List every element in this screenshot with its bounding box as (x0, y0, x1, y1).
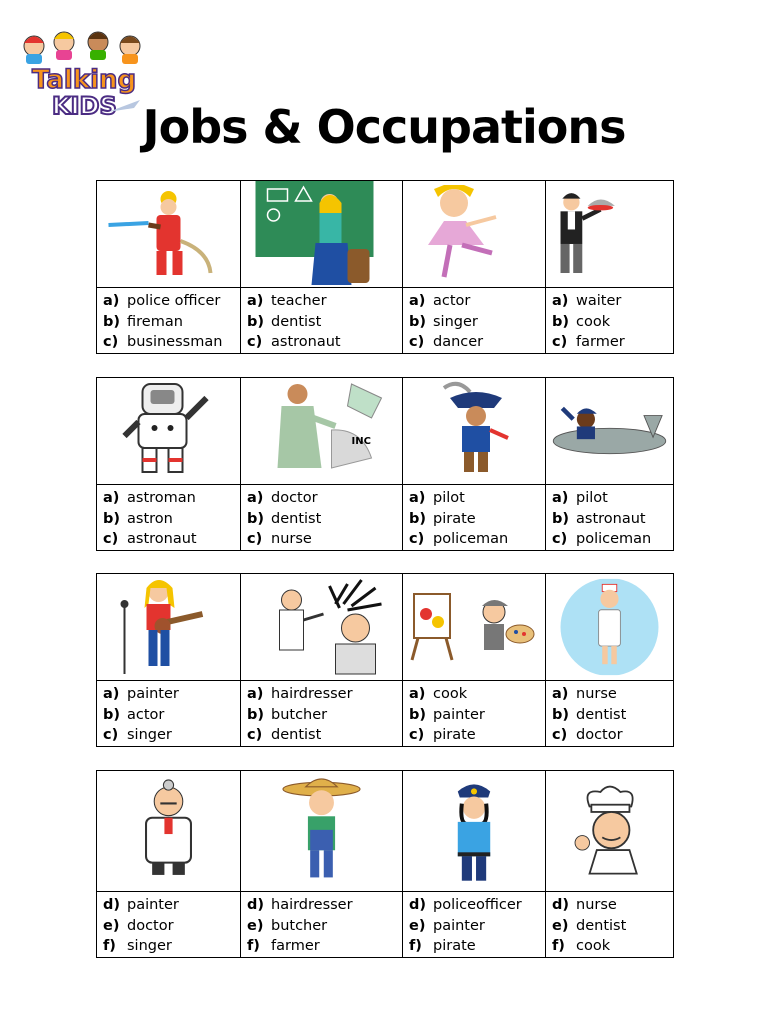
option-letter: b) (409, 510, 427, 527)
option-letter: a) (247, 490, 264, 506)
answer-option (103, 312, 240, 333)
answer-option (247, 291, 402, 312)
option-text: dentist (271, 510, 322, 527)
option-text: dentist (271, 313, 322, 330)
job-picture-cell (546, 181, 674, 288)
answer-option (103, 895, 240, 916)
painter-icon (403, 574, 545, 680)
job-picture-cell (546, 771, 674, 892)
answer-option (552, 684, 673, 705)
job-options-cell (241, 485, 403, 551)
option-letter: b) (103, 510, 121, 527)
job-picture-cell (546, 378, 674, 485)
job-picture-cell (241, 574, 403, 681)
option-text: doctor (127, 917, 174, 934)
answer-option (103, 291, 240, 312)
answer-options-list (546, 485, 673, 550)
answer-option (552, 509, 673, 530)
farmer-icon (241, 771, 402, 891)
job-picture-cell (241, 771, 403, 892)
option-text: fireman (127, 313, 183, 330)
job-picture-cell (241, 378, 403, 485)
option-text: dancer (433, 334, 484, 350)
option-letter: f) (103, 938, 116, 954)
option-letter: b) (409, 706, 427, 723)
dancer-icon (403, 181, 545, 287)
option-text: police officer (127, 293, 221, 309)
option-text: astronaut (271, 334, 341, 350)
option-text: cook (576, 313, 611, 330)
option-text: dentist (576, 917, 627, 934)
option-letter: a) (247, 293, 264, 309)
option-text: butcher (271, 706, 328, 723)
answer-option (247, 705, 402, 726)
option-text: actor (433, 293, 471, 309)
answer-options-list (97, 892, 240, 957)
option-text: painter (127, 897, 179, 913)
answer-option (552, 705, 673, 726)
page-title: Jobs & Occupations (142, 100, 626, 154)
option-letter: a) (409, 293, 426, 309)
dentist-icon (241, 378, 402, 484)
option-letter: c) (552, 334, 568, 350)
option-text: pirate (433, 510, 476, 527)
answer-options-list (97, 681, 240, 746)
job-options-cell (241, 288, 403, 354)
pirate-icon (403, 378, 545, 484)
job-options-cell (403, 892, 546, 958)
option-letter: c) (103, 727, 119, 743)
option-letter: f) (247, 938, 260, 954)
option-letter: d) (247, 897, 265, 913)
jobs-row-3 (96, 573, 674, 747)
option-text: waiter (576, 293, 622, 309)
option-text: policeman (433, 531, 509, 547)
option-letter: c) (103, 334, 119, 350)
job-picture-cell (403, 771, 546, 892)
singer-icon (97, 574, 240, 680)
answer-option (103, 725, 240, 746)
job-picture-cell (97, 771, 241, 892)
astronaut-icon (97, 378, 240, 484)
option-letter: c) (247, 531, 263, 547)
answer-option (409, 332, 545, 353)
option-text: pilot (433, 490, 465, 506)
answer-option (247, 332, 402, 353)
option-text: pirate (433, 938, 476, 954)
chef-icon (546, 771, 673, 891)
job-options-cell (546, 681, 674, 747)
answer-option (552, 936, 673, 957)
option-letter: b) (247, 706, 265, 723)
option-text: dentist (576, 706, 627, 723)
option-letter: a) (409, 686, 426, 702)
answer-option (103, 684, 240, 705)
answer-options-list (241, 681, 402, 746)
option-text: teacher (271, 293, 327, 309)
job-options-cell (546, 892, 674, 958)
option-letter: c) (409, 531, 425, 547)
answer-option (409, 509, 545, 530)
answer-option (247, 916, 402, 937)
firefighter-icon (97, 181, 240, 287)
option-letter: f) (552, 938, 565, 954)
option-text: policeofficer (433, 897, 522, 913)
answer-option (103, 936, 240, 957)
jobs-row-4 (96, 770, 674, 958)
jobs-row-2 (96, 377, 674, 551)
option-text: farmer (576, 334, 625, 350)
job-options-cell (97, 681, 241, 747)
option-letter: a) (409, 490, 426, 506)
option-text: nurse (271, 531, 312, 547)
option-text: hairdresser (271, 686, 353, 702)
answer-option (247, 509, 402, 530)
option-letter: b) (409, 313, 427, 330)
option-text: painter (433, 706, 485, 723)
option-text: singer (433, 313, 478, 330)
job-options-cell (546, 485, 674, 551)
option-letter: c) (103, 531, 119, 547)
answer-option (247, 684, 402, 705)
option-text: pirate (433, 727, 476, 743)
answer-options-list (241, 485, 402, 550)
option-letter: d) (103, 897, 121, 913)
answer-option (103, 705, 240, 726)
job-options-cell (241, 681, 403, 747)
option-letter: d) (552, 897, 570, 913)
teacher-icon (241, 181, 402, 287)
option-text: astronaut (576, 510, 646, 527)
answer-option (103, 509, 240, 530)
option-text: astroman (127, 490, 196, 506)
doctor-icon (97, 771, 240, 891)
answer-option (552, 725, 673, 746)
answer-option (103, 916, 240, 937)
answer-options-list (241, 288, 402, 353)
answer-option (247, 312, 402, 333)
answer-option (247, 488, 402, 509)
option-text: butcher (271, 917, 328, 934)
answer-options-list (97, 288, 240, 353)
option-text: policeman (576, 531, 652, 547)
answer-options-list (97, 485, 240, 550)
pilot-icon (546, 378, 673, 484)
option-text: painter (127, 686, 179, 702)
job-options-cell (97, 288, 241, 354)
jobs-row-1 (96, 180, 674, 354)
option-letter: c) (552, 727, 568, 743)
option-letter: c) (552, 531, 568, 547)
option-letter: a) (247, 686, 264, 702)
option-letter: a) (103, 686, 120, 702)
option-text: singer (127, 727, 172, 743)
option-letter: c) (409, 334, 425, 350)
waiter-icon (546, 181, 673, 287)
option-letter: a) (552, 686, 569, 702)
option-text: hairdresser (271, 897, 353, 913)
answer-option (409, 488, 545, 509)
option-letter: b) (247, 313, 265, 330)
answer-option (247, 936, 402, 957)
answer-option (409, 936, 545, 957)
answer-option (247, 529, 402, 550)
answer-option (409, 291, 545, 312)
answer-option (409, 529, 545, 550)
answer-options-list (241, 892, 402, 957)
answer-options-list (403, 681, 545, 746)
option-letter: a) (552, 293, 569, 309)
job-picture-cell (97, 574, 241, 681)
job-picture-cell (403, 378, 546, 485)
answer-option (552, 488, 673, 509)
option-text: doctor (271, 490, 318, 506)
job-picture-cell (403, 574, 546, 681)
nurse-icon (546, 574, 673, 680)
answer-option (247, 895, 402, 916)
option-letter: a) (103, 490, 120, 506)
job-options-cell (403, 288, 546, 354)
option-text: doctor (576, 727, 623, 743)
option-text: nurse (576, 897, 617, 913)
job-picture-cell (403, 181, 546, 288)
job-options-cell (403, 681, 546, 747)
answer-option (409, 705, 545, 726)
logo-line2: KIDS (52, 92, 117, 120)
hairdresser-icon (241, 574, 402, 680)
option-text: cook (576, 938, 611, 954)
answer-option (552, 332, 673, 353)
job-picture-cell (546, 574, 674, 681)
answer-options-list (403, 892, 545, 957)
option-letter: c) (247, 727, 263, 743)
option-text: actor (127, 706, 165, 723)
answer-option (103, 332, 240, 353)
job-picture-cell (241, 181, 403, 288)
option-letter: d) (409, 897, 427, 913)
option-letter: e) (247, 917, 264, 934)
option-text: astronaut (127, 531, 197, 547)
job-options-cell (403, 485, 546, 551)
option-letter: f) (409, 938, 422, 954)
option-text: dentist (271, 727, 322, 743)
answer-option (103, 488, 240, 509)
option-text: farmer (271, 938, 320, 954)
option-text: nurse (576, 686, 617, 702)
answer-option (103, 529, 240, 550)
answer-option (409, 895, 545, 916)
answer-options-list (403, 288, 545, 353)
answer-options-list (546, 892, 673, 957)
answer-option (552, 916, 673, 937)
logo-line1: Talking (32, 65, 137, 95)
option-letter: a) (552, 490, 569, 506)
answer-option (552, 529, 673, 550)
option-letter: c) (247, 334, 263, 350)
answer-option (552, 312, 673, 333)
answer-option (247, 725, 402, 746)
option-text: astron (127, 510, 173, 527)
option-letter: e) (552, 917, 569, 934)
job-options-cell (546, 288, 674, 354)
answer-option (552, 895, 673, 916)
job-options-cell (97, 485, 241, 551)
answer-option (409, 725, 545, 746)
option-letter: b) (247, 510, 265, 527)
job-options-cell (97, 892, 241, 958)
option-letter: e) (103, 917, 120, 934)
answer-option (409, 684, 545, 705)
option-text: singer (127, 938, 172, 954)
option-text: businessman (127, 334, 223, 350)
job-options-cell (241, 892, 403, 958)
job-picture-cell (97, 181, 241, 288)
answer-options-list (546, 288, 673, 353)
answer-options-list (546, 681, 673, 746)
option-letter: b) (552, 510, 570, 527)
job-picture-cell (97, 378, 241, 485)
answer-option (409, 916, 545, 937)
option-text: painter (433, 917, 485, 934)
option-letter: b) (552, 706, 570, 723)
answer-options-list (403, 485, 545, 550)
option-letter: b) (103, 706, 121, 723)
option-text: pilot (576, 490, 608, 506)
option-letter: b) (552, 313, 570, 330)
option-letter: a) (103, 293, 120, 309)
option-letter: c) (409, 727, 425, 743)
option-letter: e) (409, 917, 426, 934)
option-text: cook (433, 686, 468, 702)
police-officer-icon (403, 771, 545, 891)
answer-option (409, 312, 545, 333)
answer-option (552, 291, 673, 312)
option-letter: b) (103, 313, 121, 330)
